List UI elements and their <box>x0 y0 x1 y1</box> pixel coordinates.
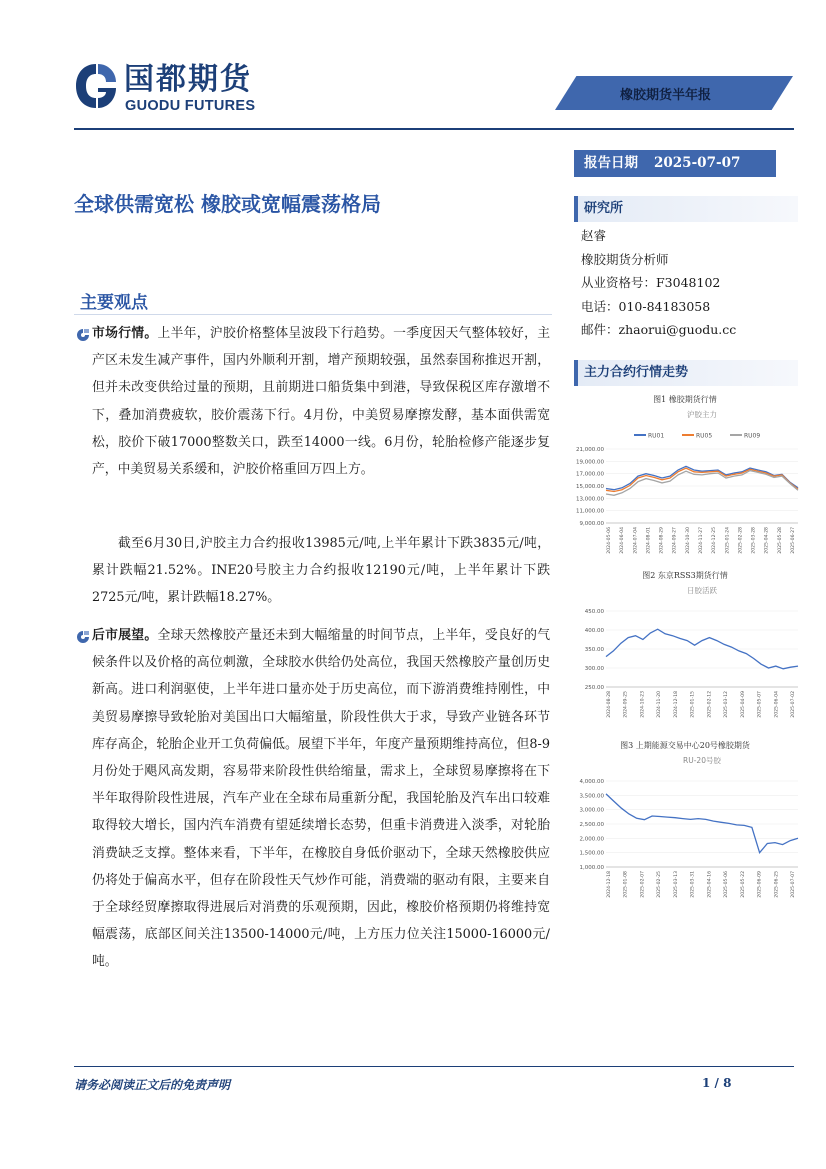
y-tick-label: 250.00 <box>584 685 604 691</box>
report-date-label: 报告日期 <box>584 155 638 171</box>
y-tick-label: 15,000.00 <box>576 484 604 490</box>
chart-title: 日胶活跃 <box>687 586 717 595</box>
x-tick-label: 2024-12-18 <box>607 871 612 898</box>
x-tick-label: 2025-01-08 <box>623 871 629 898</box>
analyst-name: 赵睿 <box>581 228 607 243</box>
x-tick-label: 2024-08-28 <box>607 691 612 718</box>
figure-3 <box>570 740 800 911</box>
summary-paragraph: 截至6月30日,沪胶主力合约报收13985元/吨,上半年累计下跌3835元/吨，累计跌幅21.52%。INE20号胶主力合约报收12190元/吨，上半年累计下跌2725元/吨，累计跌幅18.27%。 <box>92 536 550 606</box>
disclaimer-link[interactable]: 请务必阅读正文后的免责声明 <box>74 1078 231 1092</box>
x-tick-label: 2025-03-12 <box>724 691 730 718</box>
x-tick-label: 2025-03-28 <box>751 527 757 554</box>
x-tick-label: 2025-06-04 <box>774 691 780 718</box>
figure-1-caption: 图1 橡胶期货行情 <box>653 395 717 404</box>
x-tick-label: 2025-04-09 <box>740 691 746 718</box>
x-tick-label: 2025-05-06 <box>724 871 730 898</box>
y-tick-label: 4,000.00 <box>579 779 604 785</box>
market-lead: 市场行情。 <box>92 326 158 341</box>
section-divider <box>74 314 552 315</box>
chart-1 <box>570 405 800 563</box>
analyst-email[interactable]: 邮件：zhaorui@guodu.cc <box>581 322 737 337</box>
y-tick-label: 350.00 <box>584 647 604 653</box>
analyst-license: 从业资格号：F3048102 <box>581 275 721 290</box>
logo-en-text: GUODU FUTURES <box>125 98 256 114</box>
legend-label: RU05 <box>696 432 713 440</box>
x-tick-label: 2024-05-06 <box>607 527 612 554</box>
y-tick-label: 1,000.00 <box>579 865 604 871</box>
y-tick-label: 17,000.00 <box>576 471 604 478</box>
page-number: 1 / 8 <box>702 1076 732 1090</box>
x-tick-label: 2025-06-25 <box>774 871 780 898</box>
x-tick-label: 2025-05-07 <box>757 691 763 718</box>
logo-icon <box>74 62 118 110</box>
x-tick-label: 2024-10-30 <box>685 527 691 554</box>
chart-title: 沪胶主力 <box>687 410 717 419</box>
figure-2-caption: 图2 东京RSS3期货行情 <box>642 571 728 580</box>
outlook-lead: 后市展望。 <box>92 628 158 643</box>
x-tick-label: 2025-04-16 <box>707 871 713 898</box>
chart-title: RU-20号胶 <box>683 756 721 765</box>
x-tick-label: 2024-11-20 <box>657 691 663 718</box>
y-tick-label: 300.00 <box>584 666 604 672</box>
y-tick-label: 400.00 <box>584 628 604 634</box>
y-tick-label: 19,000.00 <box>576 459 604 466</box>
x-tick-label: 2024-10-23 <box>640 691 646 718</box>
bullet-icon <box>76 630 90 644</box>
x-tick-label: 2025-05-22 <box>740 871 746 898</box>
x-tick-label: 2025-06-09 <box>757 871 763 898</box>
x-tick-label: 2025-01-24 <box>725 527 731 554</box>
market-body: 上半年，沪胶价格整体呈波段下行趋势。一季度因天气整体较好，主产区未发生减产事件，国内外顺利开割，增产预期较强，虽然泰国称推迟开割，但并未改变供给过量的预期，且前期进口船货集中到港，导致保税区库存激增不下，叠加消费疲软，胶价震荡下行。4月份，中美贸易摩擦发酵，基本面供需宽松，胶价下破17000整数关口，跌至14000一线。6月份，轮胎检修产能逐步复产，中美贸易关系缓和，沪胶价格重回万四上方。 <box>92 326 551 478</box>
market-paragraph <box>92 320 550 483</box>
report-date <box>574 150 776 177</box>
company-logo <box>74 62 284 122</box>
series-line <box>606 794 798 853</box>
outlook-paragraph <box>92 622 550 976</box>
x-tick-label: 2025-07-07 <box>791 871 796 898</box>
figure-2 <box>570 570 800 731</box>
legend-label: RU09 <box>744 432 761 440</box>
x-tick-label: 2024-09-27 <box>672 527 678 554</box>
figure-3-caption: 图3 上期能源交易中心20号橡胶期货 <box>620 741 750 750</box>
x-tick-label: 2025-07-02 <box>791 691 796 718</box>
x-tick-label: 2024-12-18 <box>673 691 679 718</box>
y-tick-label: 11,000.00 <box>576 508 604 515</box>
x-tick-label: 2025-02-12 <box>707 691 713 718</box>
y-tick-label: 450.00 <box>584 609 604 615</box>
y-tick-label: 1,500.00 <box>579 850 604 857</box>
y-tick-label: 9,000.00 <box>579 521 604 527</box>
y-tick-label: 2,000.00 <box>579 836 604 843</box>
x-tick-label: 2025-02-25 <box>657 871 663 898</box>
chart-3 <box>570 751 800 911</box>
x-tick-label: 2024-08-01 <box>646 527 652 554</box>
y-tick-label: 2,500.00 <box>579 822 604 828</box>
report-type-label: 橡胶期货半年报 <box>620 88 712 103</box>
x-tick-label: 2025-03-31 <box>690 871 696 898</box>
figure-1 <box>570 394 800 563</box>
x-tick-label: 2025-02-28 <box>738 527 744 554</box>
logo-cn-text: 国都期货 <box>124 62 252 97</box>
y-tick-label: 21,000.00 <box>576 447 604 453</box>
x-tick-label: 2024-12-25 <box>712 527 718 554</box>
x-tick-label: 2025-06-27 <box>791 527 796 554</box>
legend-label: RU01 <box>648 432 665 440</box>
main-contract-heading: 主力合约行情走势 <box>574 360 798 386</box>
x-tick-label: 2025-02-07 <box>640 871 646 898</box>
report-date-value: 2025-07-07 <box>654 155 741 171</box>
y-tick-label: 3,500.00 <box>579 793 604 800</box>
x-tick-label: 2025-01-15 <box>690 691 696 718</box>
bullet-icon <box>76 328 90 342</box>
chart-2 <box>570 581 800 731</box>
report-title: 全球供需宽松 橡胶或宽幅震荡格局 <box>74 192 381 216</box>
analyst-role: 橡胶期货分析师 <box>581 251 669 267</box>
x-tick-label: 2024-11-27 <box>699 527 704 554</box>
section-title: 主要观点 <box>80 293 148 313</box>
x-tick-label: 2024-09-25 <box>623 691 629 718</box>
analyst-phone: 电话：010-84183058 <box>581 298 711 314</box>
y-tick-label: 3,000.00 <box>579 807 604 814</box>
x-tick-label: 2025-03-13 <box>673 871 679 898</box>
y-tick-label: 13,000.00 <box>576 496 604 503</box>
outlook-body: 全球天然橡胶产量还未到大幅缩量的时间节点，上半年，受良好的气候条件以及价格的高位刺激，全球胶水供给仍处高位，我国天然橡胶产量创历史新高。进口利润驱使，上半年进口量亦处于历史高位，而下游消费维持刚性，中美贸易摩擦导致轮胎对美国出口大幅缩量，阶段性供大于求，导致产业链各环节库存高企，轮胎企业开工负荷偏低。展望下半年，年度产量预期维持高位，但8-9月份处于飓风高发期，容易带来阶段性供给缩量，需求上，全球贸易摩擦将在下半年取得阶段性进展，汽车产业在全球布局重新分配，我国轮胎及汽车出口较难取得较大增长，国内汽车消费有望延续增长态势，但重卡消费进入淡季，对轮胎消费缺乏支撑。整体来看，下半年，在橡胶自身低价驱动下，全球天然橡胶供应仍将处于偏高水平，但存在阶段性天气炒作可能，消费端的驱动有限，主要来自于全球经贸摩擦取得进展后对消费的乐观预期，因此，橡胶价格预期仍将维持宽幅震荡，底部区间关注13500-14000元/吨，上方压力位关注15000-16000元/吨。 <box>92 628 551 970</box>
x-tick-label: 2024-08-29 <box>659 527 665 554</box>
x-tick-label: 2024-06-04 <box>620 527 626 554</box>
x-tick-label: 2025-04-28 <box>764 527 770 554</box>
x-tick-label: 2025-05-28 <box>777 527 783 554</box>
footer-divider <box>74 1066 794 1067</box>
x-tick-label: 2024-07-04 <box>633 527 639 554</box>
research-heading: 研究所 <box>574 196 798 222</box>
header-divider <box>74 128 794 130</box>
analyst-info <box>581 224 736 342</box>
